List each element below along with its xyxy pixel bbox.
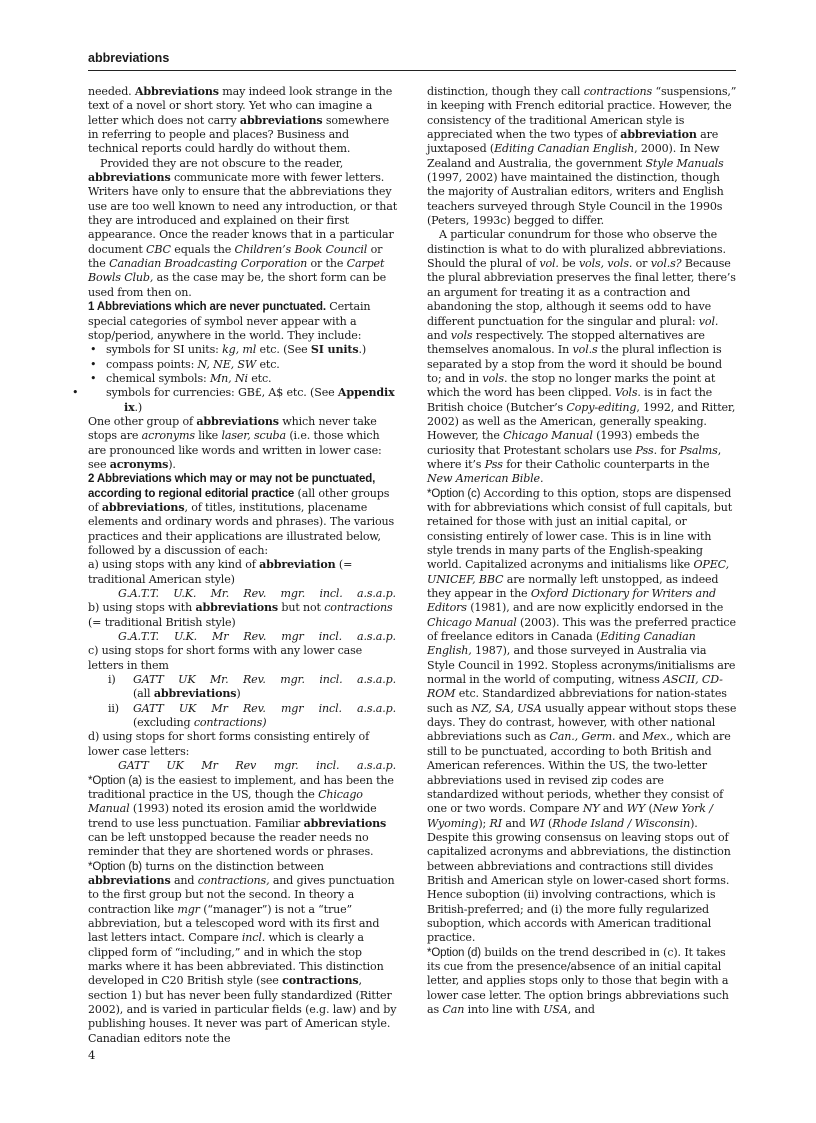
example-form: G.A.T.T. (118, 587, 159, 601)
text-run: , 2000). In New Zealand and Australia, the government (427, 142, 720, 170)
text-run: (= traditional British style) (88, 615, 236, 629)
example-row (133, 702, 398, 716)
bold-term: abbreviations (196, 414, 279, 428)
right-column (427, 85, 737, 1017)
text-run: ) (236, 687, 241, 701)
italic-term: Pss (484, 457, 503, 471)
text-run: , section 1) but has never been fully standardized (Ritter 2002), and is varied in particular fields (e.g. law) and by publishing houses. It never was part of American style. Canadian editors note the (88, 974, 397, 1045)
list-item (106, 386, 398, 415)
text-run: , where it’s (427, 443, 722, 471)
bullet-list (88, 343, 398, 415)
bold-term: abbreviations (153, 687, 237, 701)
italic-term: Carpet Bowls Club, (88, 257, 385, 285)
example-row (88, 587, 398, 601)
text-run: d) using stops for short forms consisting entirely of lower case letters: (88, 730, 370, 758)
left-column (88, 85, 398, 1046)
option-text (88, 860, 396, 1045)
text-run: (= traditional American style) (88, 558, 353, 586)
text-run: and (170, 873, 198, 887)
option-text (427, 487, 736, 945)
text-run: (all (133, 687, 154, 701)
example-form: incl. (318, 701, 342, 715)
example-form: incl. (319, 673, 343, 687)
text-run: (1997, 2002) have maintained the distinction, though the majority of Australian editors, writers and English teachers surveyed through Style Council in the 1990s (Peters, 1993c) begged to differ. (427, 171, 724, 228)
italic-term: WY (626, 802, 646, 816)
italic-term: Psalms (679, 443, 718, 457)
text-run: (2003). This was the preferred practice of freelance editors in Canada ( (427, 615, 736, 644)
example-form: Rev (235, 759, 257, 773)
paragraph (427, 228, 737, 486)
text-run: (all other groups of (88, 486, 390, 514)
text-run: etc. Standardized abbreviations for nation-states such as (427, 687, 727, 715)
paragraph (427, 85, 737, 228)
text-run: “suspensions,” in keeping with French editorial practice. However, the consistency of the traditional American style is appreciated when the two types of (427, 85, 737, 142)
example-form: Mr. (209, 673, 229, 687)
example-form: Mr (211, 701, 228, 715)
suboption-number: i) (108, 673, 116, 687)
text-run: . the stop no longer marks the point at which the word has been clipped. (427, 371, 716, 400)
italic-term: CBC (146, 242, 171, 256)
text-run: and (427, 328, 451, 342)
italic-term: Pss (635, 443, 654, 457)
text-run: turns on the distinction between (141, 859, 324, 873)
page-number: 4 (88, 1048, 96, 1062)
list-item (106, 372, 398, 386)
text-run: compass points: (106, 357, 198, 371)
italic-term: contractions) (193, 716, 267, 730)
bold-term: abbreviations (88, 873, 171, 887)
example-form: incl. (319, 587, 343, 601)
text-run: , 1992, and Ritter, 2002) as well as the American, generally speaking. However, the (427, 400, 736, 443)
option-a (88, 774, 398, 860)
text-run: ). Despite this growing consensus on leaving stops out of capitalized acronyms and abbreviations, the distinction between abbreviations and contractions still divides British and American style on lower-cased short forms. Hence suboption (ii) involving contractions, which is British-preferred; and (i) the more fully regularized suboption, which accords with American traditional practice. (427, 816, 731, 945)
text-run: for their Catholic counterparts in the (502, 457, 710, 471)
option-label: *Option (d) (427, 946, 481, 959)
section-2 (88, 472, 398, 558)
italic-term: Oxford Dictionary for Writers and Editors (427, 587, 716, 615)
italic-term: incl. (241, 931, 266, 945)
text-run: and (501, 816, 530, 830)
section-1 (88, 300, 398, 343)
example-form: mgr. (273, 759, 299, 773)
text-run: One other group of (88, 414, 197, 428)
paragraph (88, 415, 398, 472)
text-run: and (599, 802, 627, 816)
text-run: , of titles, institutions, placename elements and ordinary words and phrases). The various practices and their applications are illustrated below, followed by a discussion of each: (88, 500, 395, 557)
option-label: *Option (c) (427, 487, 481, 500)
option-label: *Option (b) (88, 860, 142, 873)
text-run: or (632, 257, 651, 271)
italic-term: Mn, Ni (209, 371, 248, 385)
italic-term: laser, scuba (221, 429, 286, 443)
suboption-note (133, 716, 398, 730)
italic-term: N, NE, SW (197, 357, 257, 371)
text-run: into line with (464, 1003, 544, 1016)
example-form: GATT (118, 759, 149, 773)
example-form: Mr (212, 630, 229, 644)
option-label: *Option (a) (88, 774, 142, 787)
text-run: but not (278, 601, 325, 615)
example-form: mgr. (280, 673, 305, 687)
running-header-title: abbreviations (88, 51, 170, 65)
example-form: U.K. (173, 587, 197, 601)
example-form: incl. (316, 759, 340, 773)
text-run: ( (645, 802, 653, 816)
bold-term: SI units (310, 343, 359, 357)
italic-term: Can (442, 1003, 465, 1016)
text-run: A particular conundrum for those who observe the distinction is what to do with pluralized abbreviations. Should the plural of (427, 228, 726, 271)
text-run: Provided they are not obscure to the reader, (100, 156, 344, 170)
text-run: or the (307, 257, 347, 271)
text-run: , and (567, 1003, 595, 1016)
text-run: .) (358, 343, 367, 357)
text-run: (1993) embeds the curiosity that Protestant scholars use (427, 429, 700, 457)
suboption-ii (88, 702, 398, 731)
text-run: like (194, 429, 222, 443)
bold-term: abbreviations (101, 500, 185, 514)
text-run: builds on the trend described in (c). It takes its cue from the presence/absence of an initial capital letter, and applies stops only to those that begin with a lower case letter. The option brings abbreviations such as (427, 945, 729, 1016)
text-run: usually appear without stops these days. They do contrast, however, with other national abbreviations such as (427, 701, 737, 744)
example-form: Rev. (242, 673, 266, 687)
paragraph (88, 157, 398, 300)
italic-term: mgr (177, 902, 200, 916)
text-run: (1981), and are now explicitly endorsed in the (466, 601, 724, 615)
italic-term: Chicago Manual (427, 615, 517, 629)
example-row (133, 673, 398, 687)
text-run: somewhere in referring to people and places? Business and technical reports could hardly do without them. (88, 113, 390, 156)
text-run: distinction, though they call (427, 85, 584, 98)
text-run: symbols for SI units: (106, 343, 223, 357)
italic-term: Chicago Manual (88, 787, 363, 816)
italic-term: New American Bible. (427, 472, 544, 486)
text-run: communicate more with fewer letters. Writers have only to ensure that the abbreviations they use are too well known to need any introduction, or that they are introduced and explained on their first appearance. Once the reader knows that in a particular document (88, 171, 398, 256)
example-form: mgr (281, 630, 304, 644)
text-run: as the case may be, the short form can be used from then on. (88, 271, 387, 299)
text-run: symbols for currencies: GB£, A$ etc. (See (106, 386, 338, 400)
italic-term: Chicago Manual (503, 429, 593, 443)
list-item (106, 343, 398, 357)
bold-term: abbreviation (259, 558, 336, 572)
text-run: which never take stops are (88, 414, 377, 443)
example-form: Rev. (243, 587, 267, 601)
italic-term: Copy-editing (566, 400, 637, 414)
italic-term: NY (582, 802, 600, 816)
italic-term: vols (450, 328, 473, 342)
text-run: or the (88, 242, 383, 271)
text-run: (i.e. those which are pronounced like words and written in lower case: see (88, 429, 382, 471)
example-form: incl. (318, 630, 342, 644)
italic-term: NZ, SA, USA (471, 701, 542, 715)
example-form: Rev. (242, 701, 266, 715)
example-form: UK (166, 759, 184, 773)
example-form: GATT (133, 701, 164, 715)
example-form: Mr (201, 759, 218, 773)
text-run: ); (478, 816, 490, 830)
text-run: are juxtaposed ( (427, 128, 719, 156)
italic-term: Can., Germ. (549, 730, 616, 744)
example-intro (88, 558, 398, 587)
text-run: etc. (See (256, 343, 311, 357)
text-run: ). (168, 457, 176, 471)
italic-term: WI (529, 816, 545, 830)
text-run: b) using stops with (88, 601, 196, 615)
text-run: c) using stops for short forms with any lower case letters in them (88, 644, 363, 672)
example-form: a.s.a.p. (356, 587, 396, 601)
section-heading: 1 Abbreviations which are never punctuated. (88, 301, 326, 314)
italic-term: vols, vols. (578, 257, 633, 271)
example-form: Rev. (243, 630, 267, 644)
example-form: a.s.a.p. (357, 701, 396, 715)
bold-term: abbreviations (303, 816, 387, 830)
italic-term: Mex., (642, 730, 674, 744)
italic-term: kg, ml (222, 343, 257, 357)
suboption-note (133, 687, 398, 701)
option-c (427, 487, 737, 946)
example-form: G.A.T.T. (118, 630, 159, 644)
text-run: etc. (247, 371, 272, 385)
text-run: may indeed look strange in the text of a novel or short story. Yet who can imagine a letter which does not carry (88, 85, 393, 127)
italic-term: Canadian Broadcasting Corporation (109, 257, 308, 271)
text-run: which are still to be punctuated, according to both British and American references. Within the US, the two-letter abbreviations used in revised zip codes are standardized without periods, whether they consist of one or two words. Compare (427, 730, 731, 816)
text-run: equals the (170, 242, 235, 256)
example-form: UK (178, 701, 197, 715)
example-form: UK (178, 673, 196, 687)
example-intro (88, 730, 398, 759)
italic-term: vol. (698, 314, 719, 328)
italic-term: vol. (539, 257, 559, 271)
example-intro (88, 644, 398, 673)
italic-term: New York / Wyoming (427, 802, 713, 830)
italic-term: vols (482, 371, 504, 385)
running-header (88, 50, 736, 71)
text-run: According to this option, stops are dispensed with for abbreviations which consist of full capitals, but retained for those with just an initial capital, or consisting entirely of lower case. This is in line with style trends in many parts of the English-speaking world. Capitalized acronyms and initialisms like (427, 486, 733, 572)
example-form: Mr. (210, 587, 230, 601)
example-row (88, 630, 398, 644)
text-run: can be left unstopped because the reader needs no reminder that they are shortened words or phrases. (88, 830, 374, 859)
text-run: is the easiest to implement, and has been the traditional practice in the US, though the (88, 773, 394, 801)
italic-term: OPEC, UNICEF, BBC (427, 558, 729, 586)
bold-term: abbreviations (195, 601, 279, 615)
text-run: Certain special categories of symbol never appear with a stop/period, anywhere in the world. They include: (88, 300, 371, 342)
example-form: mgr (280, 701, 304, 715)
italic-term: Editing Canadian English, (427, 630, 696, 658)
italic-term: Style Manuals (645, 156, 724, 170)
italic-term: contractions, (197, 873, 270, 887)
bold-term: abbreviations (239, 113, 323, 127)
example-form: a.s.a.p. (356, 630, 396, 644)
bold-term: contractions (282, 974, 359, 988)
bold-term: acronyms (109, 457, 169, 471)
text-run: (“manager”) is not a “true” abbreviation, but a telescoped word with its first and last letters intact. Compare (88, 902, 380, 945)
example-row (88, 759, 398, 773)
text-run: . is in fact the British choice (Butcher’s (427, 386, 713, 414)
text-run: needed. (88, 85, 135, 98)
italic-term: contractions (583, 85, 653, 98)
example-form: mgr. (280, 587, 306, 601)
italic-term: vol.s (572, 343, 598, 357)
text-run: 1987), and those surveyed in Australia via Style Council in 1992. Stopless acronyms/initialisms are normal in the world of computing, witness (427, 644, 736, 687)
option-b (88, 860, 398, 1046)
italic-term: USA (543, 1003, 568, 1016)
bold-term: Abbreviations (134, 85, 219, 98)
text-run: are normally left unstopped, as indeed they appear in the (427, 572, 719, 601)
text-run: which is clearly a clipped form of “including,” and in which the stop marks where it has been abbreviated. This distinction developed in C20 British style (see (88, 931, 384, 988)
text-run: ( (544, 816, 553, 830)
text-run: a) using stops with any kind of (88, 558, 260, 572)
italic-term: Vols (615, 386, 638, 400)
italic-term: ASCII, CD-ROM (427, 673, 723, 701)
text-run: (excluding (133, 716, 194, 730)
italic-term: vol.s? (650, 257, 682, 271)
example-form: GATT (133, 673, 164, 687)
italic-term: RI (489, 816, 502, 830)
paragraph (88, 85, 398, 157)
example-form: a.s.a.p. (357, 673, 396, 687)
bold-term: abbreviations (88, 171, 171, 185)
bold-term: abbreviation (620, 128, 697, 142)
text-run: Because the plural abbreviation preserves the final letter, there’s an argument for treating it as a contraction and abandoning the stop, although it seems odd to have different punctuation for the singular and plural: (427, 257, 736, 328)
text-run: chemical symbols: (106, 371, 210, 385)
italic-term: acronyms (141, 429, 195, 443)
section-heading: 2 Abbreviations which may or may not be punctuated, according to regional editorial practice (88, 473, 376, 500)
italic-term: Children’s Book Council (234, 242, 368, 256)
example-intro (88, 601, 398, 630)
text-run: and gives punctuation to the first group but not the second. In theory a contraction like (88, 873, 395, 916)
italic-term: contractions (324, 601, 393, 615)
text-run: be (558, 257, 579, 271)
italic-term: Editing Canadian English (494, 142, 635, 156)
suboption-i (88, 673, 398, 702)
text-run: .) (134, 400, 143, 414)
example-form: U.K. (173, 630, 198, 644)
example-form: a.s.a.p. (357, 759, 396, 773)
bold-term: Appendix ix (124, 386, 395, 414)
option-d (427, 946, 737, 1018)
text-run: etc. (256, 357, 280, 371)
suboption-number: ii) (108, 701, 119, 715)
text-run: respectively. The stopped alternatives are themselves anomalous. In (427, 328, 705, 357)
text-run: (1993) noted its erosion amid the worldwide trend to use less punctuation. Familiar (88, 802, 377, 830)
italic-term: Rhode Island / Wisconsin (552, 816, 691, 830)
text-run: . for (653, 443, 680, 457)
text-run: the plural inflection is separated by a stop from the word it should be bound to; and in (427, 343, 722, 385)
text-run: and (615, 730, 643, 744)
list-item (106, 358, 398, 372)
